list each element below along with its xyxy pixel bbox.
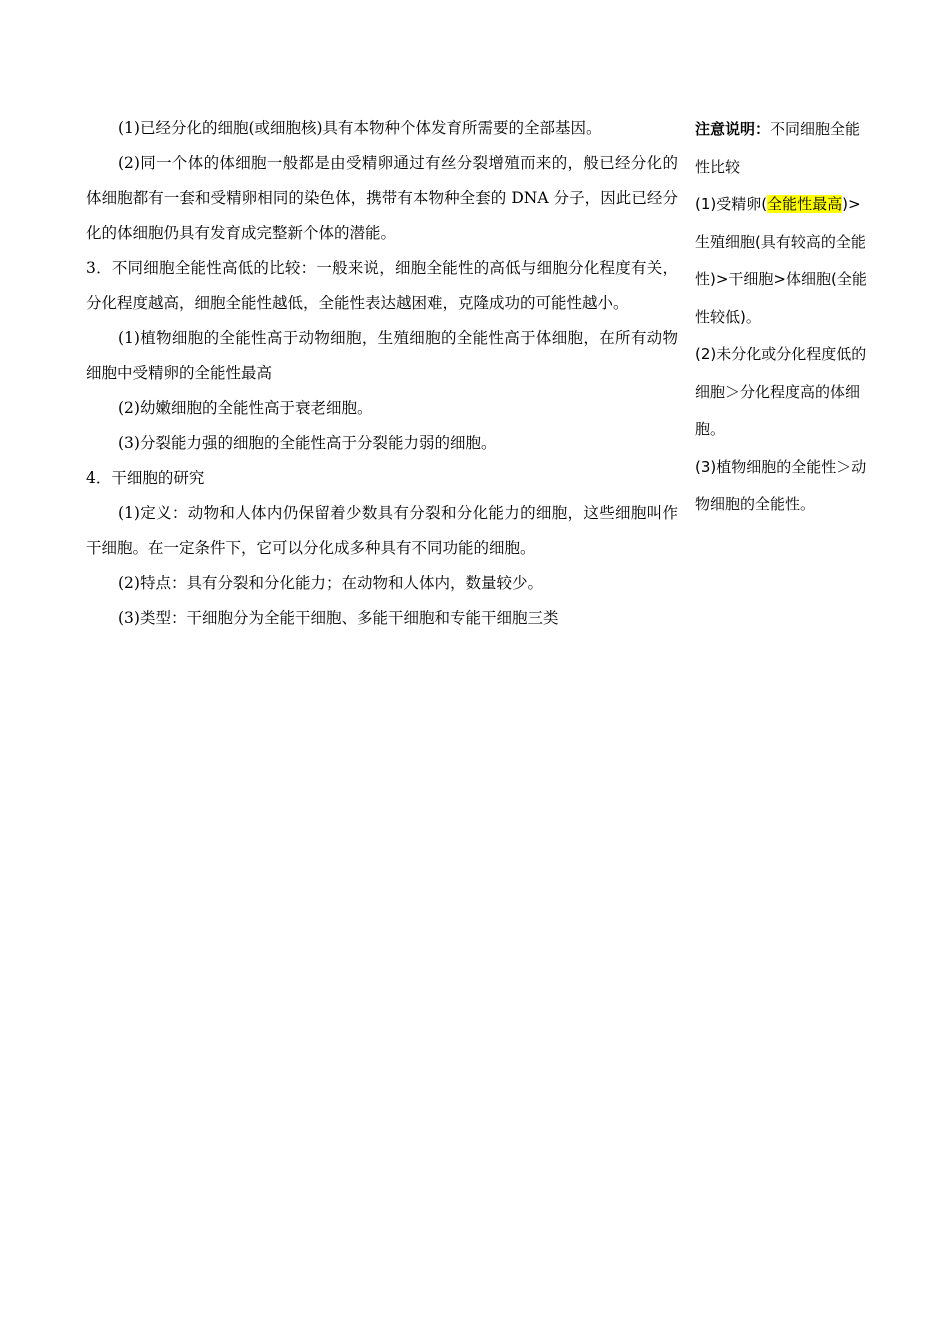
paragraph-8: (1)定义：动物和人体内仍保留着少数具有分裂和分化能力的细胞，这些细胞叫作干细胞。在一定条件下，它可以分化成多种具有不同功能的细胞。 bbox=[86, 504, 678, 557]
paragraph-6: (3)分裂能力强的细胞的全能性高于分裂能力弱的细胞。 bbox=[118, 434, 497, 452]
side-note bbox=[695, 111, 867, 524]
side-note-item-1 bbox=[695, 186, 867, 336]
side-note-item-3: (3)植物细胞的全能性＞动物细胞的全能性。 bbox=[695, 457, 867, 513]
side-note-item-1-pre: (1)受精卵( bbox=[695, 195, 768, 213]
paragraph-2: (2)同一个体的体细胞一般都是由受精卵通过有丝分裂增殖而来的，般已经分化的体细胞都有一套和受精卵相同的染色体，携带有本物种全套的 DNA 分子，因此已经分化的体细胞仍具有发育成完整新个体的潜能。 bbox=[86, 154, 678, 242]
paragraph-9: (2)特点：具有分裂和分化能力；在动物和人体内，数量较少。 bbox=[118, 574, 543, 592]
paragraph-1: (1)已经分化的细胞(或细胞核)具有本物种个体发育所需要的全部基因。 bbox=[118, 119, 602, 137]
side-note-item-2: (2)未分化或分化程度低的细胞＞分化程度高的体细胞。 bbox=[695, 345, 867, 438]
paragraph-5: (2)幼嫩细胞的全能性高于衰老细胞。 bbox=[118, 399, 373, 417]
section-4-heading: 4．干细胞的研究 bbox=[86, 469, 205, 487]
section-3-heading-paragraph: 3．不同细胞全能性高低的比较：一般来说，细胞全能性的高低与细胞分化程度有关，分化程度越高，细胞全能性越低，全能性表达越困难，克隆成功的可能性越小。 bbox=[86, 259, 678, 312]
side-note-highlight: 全能性最高 bbox=[767, 195, 843, 213]
side-note-item-1-post: )>生殖细胞(具有较高的全能性)>干细胞>体细胞(全能性较低)。 bbox=[695, 195, 867, 326]
side-note-title-bold: 注意说明： bbox=[695, 120, 771, 138]
paragraph-10: (3)类型：干细胞分为全能干细胞、多能干细胞和专能干细胞三类 bbox=[118, 609, 559, 627]
main-content bbox=[86, 111, 678, 636]
side-note-title bbox=[695, 111, 867, 186]
side-note-title-rest: 不同细胞全能性比较 bbox=[695, 120, 861, 176]
paragraph-4: (1)植物细胞的全能性高于动物细胞，生殖细胞的全能性高于体细胞，在所有动物细胞中受精卵的全能性最高 bbox=[86, 329, 678, 382]
